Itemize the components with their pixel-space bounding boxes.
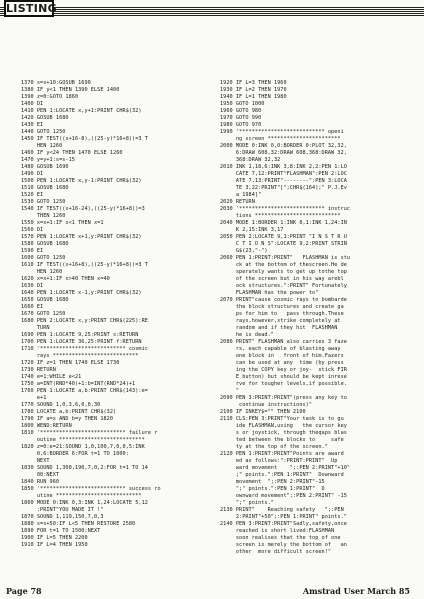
listing-left-column <box>21 66 216 571</box>
listing-right-column <box>220 66 415 571</box>
section-label: LISTING <box>6 2 57 15</box>
header-rule <box>0 7 424 17</box>
page-number: Page 78 <box>6 586 42 596</box>
listing-left-text: 1370 s=s+10:GOSUB 1690 1380 IF y<1 THEN 1390 ELSE 1400 1390 z=0:GOTO 1860 1400 DI 1410 PEN 1:LOCATE x,y+1:PRINT CHR$(32) 1420 GOSUB 1680 1430 EI 1440 GOTO 1250 1450 IF TEST((x+16-8),((25-y)*16+8))=3 T HEN 1260 1460 IF y<24 THEN 1470 ELSE 1260 1470 y=y+1:s=s-15 1480 GOSUB 1690 1490 DI 1500 PEN 1:LOCATE x,y-1:PRINT CHR$(32) 1510 GOSUB 1680 1520 EI 1530 GOTO 1250 1540 IF TEST((x+16-24),((25-y)*16+8))=3 THEN 1260 1550 x=x+1:IF x<1 THEN x=1 1560 DI 1570 PEN 1:LOCATE x+1,y:PRINT CHR$(32) 1580 GOSUB 1680 1590 EI 1600 GOTO 1250 1610 IF TEST((x+16+8),((25-y)*16+8))=3 T HEN 1260 1620 x=x+1:IF x>40 THEN x=40 1630 DI 1640 PEN 1:LOCATE x-1,y:PRINT CHR$(32) 1650 GOSUB 1680 1660 EI 1670 GOTO 1250 1680 PEN 2:LOCATE x,y:PRINT CHR$(225):RE TURN 1690 PEN 1:LOCATE 9,25:PRINT s:RETURN 1700 PEN 1:LOCATE 36,25:PRINT f:RETURN 1710 '*************************** cosmic rays *************************** 1720 IF z=1 THEN 1740 ELSE 1730 1730 RETURN 1740 e=1:WHILE e<21 1750 a=INT(RND*40)+1:b=INT(RND*24)+1 1760 PEN 1:LOCATE a,b:PRINT CHR$(143):e= e+1 1770 SOUND 1,0,3,6,0,0,30 1780 LOCATE a,b:PRINT CHR$(32) 1790 IF a=x AND b=y THEN 1820 1800 WEND:RETURN 1810 '*************************** failure r outine *************************** 1820 z=0:e=21:SOUND 1,0,100,7,0,0,5:INK 0,6:BORDER 6:FOR t=1 TO 1000: NEXT 1830 SOUND 1,300,190,7,0,2:FOR t=1 TO 14 00:NEXT 1840 RUN 960 1850 '*************************** success ro utine *************************** 1860 MODE 0:INK 0,3:INK 1,24:LOCATE 5,12 :PRINT"YOU MADE IT !" 1870 SOUND 1,119,150,7,0,3 1880 s=s+50:IF L<5 THEN RESTORE 2580 1890 FOR t=1 TO 1500:NEXT 1900 IF L=5 THEN 2200 1910 IF L=4 THEN 1950 <box>21 80 161 548</box>
listing-right-text: 1920 IF L=3 THEN 1960 1930 IF L=2 THEN 1970 1940 IF L=1 THEN 1980 1950 GOTO 1000 1960 GOTO 980 1970 GOTO 990 1980 GOTO 970 1990 '*************************** openi ng screen *********************** 2000 MODE 0:INK 0,0:BORDER 0:PLOT 32,32, 6:DRAW 608,32:DRAW 608,368:DRAW 32, 368:DRAW 32,32 2010 INK 1,18,6:INK 3,8:INK 2,2:PEN 1:LO CATE 7,12:PRINT"FLASHMAN":PEN 2:LOC ATE 7,13:PRINT"--------":PEN 3:LOCA TE 3,22:PRINT"[";CHR$(164);" P.J.Ev a 1984]" 2020 RETURN 2030 '*************************** instruc tions *************************** 2040 MODE 1:BORDER 1:INK 0,1:INK 1,24:IN K 2,15:INK 3,17 2050 PEN 2:LOCATE 9,1:PRINT "I N S T R U C T I O N S":LOCATE 9,2:PRINT STRIN G$(23,"-") 2060 PEN 1:PRINT:PRINT" FLASHMAN is stu ck at the bottom of thescreen.He de sperately wants to get up tothe top of the screen but in his way arebl ock structures.":PRINT" Fortunately FLASHMAN has the power to" 2070 PRINT"cause cosmic rays to bombarde the block structures and create ga ps for him to pass through.These rays,however,strike completely at random and if they hit FLASHMAN he is dead." 2080 PRINT" FLASHMAN also carries 3 faze rs, each capable of blasting away one block in front of him.Fazers can be used at any time (by press ing the COPY key or joy- stick FIR E button) but should be kept inrese rve for tougher levels,if possible. " 2090 PEN 3:PRINT:PRINT"(press any key to continue instructions)" 2100 IF INKEY$="" THEN 2100 2110 CLS:PEN 3:PRINT"Your task is to gu ide FLASHMAN,using the cursor key s or joystick, through theqaps blas ted between the blocks to safe ty at the top of the screen." 2120 PEN 1:PRINT:PRINT"Points are award ed as follows:":PRINT:PRINT" Up ward movement ";:PEN 2:PRINT"+10" ;" points.":PEN 1:PRINT" Downward movement ";:PEN 2:PRINT"-15 ";" points.":PEN 1:PRINT" D ownward movement";:PEN 2:PRINT" -15 ";" points." 2130 PRINT" Reaching safety ";:PEN 2:PRINT"+50";:PEN 1:PRINT" points." 2140 PEN 3:PRINT:PRINT"Sadly,safety,once reached is short lived:FLASHMAN soon realises that the top of one screen is merely the bottom of an other more difficult screen!" <box>220 80 351 555</box>
issue-line: Amstrad User March 85 <box>302 586 410 596</box>
page-footer <box>0 579 424 599</box>
